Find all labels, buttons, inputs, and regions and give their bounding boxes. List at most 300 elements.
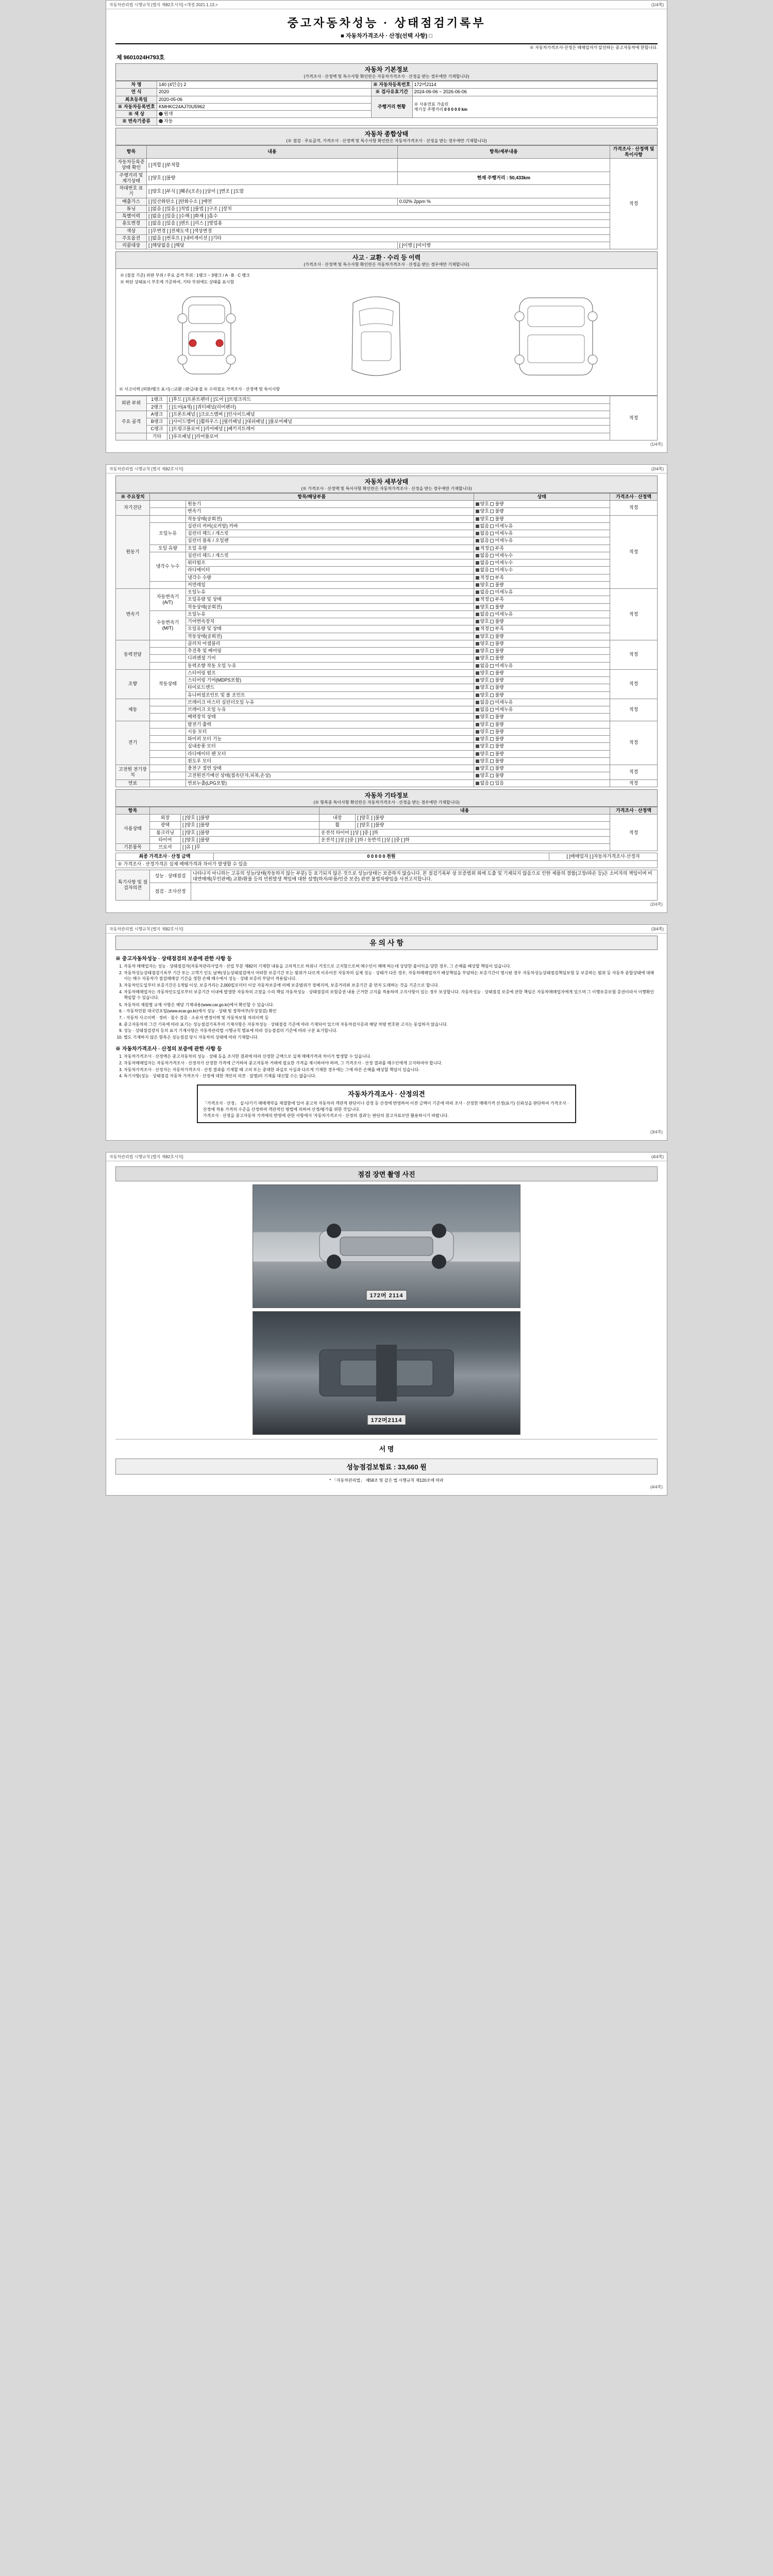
checkbox-icon[interactable] xyxy=(476,686,479,689)
opt-label: 양호 xyxy=(480,728,489,734)
checkbox-icon[interactable] xyxy=(476,767,479,770)
memo-value-0[interactable]: 나타나지 아니하는 고유의 성능/상태(작동하지 않는 부분) 등 표기되지 않은 것으로 성능/상태는 보증하지 않습니다. 본 점검기록부 상 보증범위 외에 도출 및 기재되지 않음으로 인한 제품의 결함(고장/파손 등)은 소비자의 책임이며 비대면매매(무인판매) 교환/환불 등의 민원발생 책임에 대한 설명(하자/부품/인증 보증) 관련 불법차량임을 사전고지합니다. xyxy=(191,870,658,883)
opt-label: 불량 xyxy=(495,714,504,720)
checkbox-icon[interactable] xyxy=(490,568,494,572)
checkbox-icon[interactable] xyxy=(476,774,479,777)
state-1-0[interactable] xyxy=(474,515,610,522)
item-4-2: 타이로드엔드 xyxy=(186,684,474,691)
item-4-3: 유니버셜조인트 및 볼 조인트 xyxy=(186,691,474,699)
checkbox-icon[interactable] xyxy=(490,635,494,638)
state-2-1[interactable] xyxy=(474,596,610,603)
sub-1-9 xyxy=(150,581,186,588)
table-row xyxy=(116,699,658,706)
state-3-0[interactable] xyxy=(474,640,610,647)
table-row xyxy=(116,860,658,868)
table-row xyxy=(116,220,658,227)
state-6-3[interactable] xyxy=(474,743,610,750)
checkbox-icon[interactable] xyxy=(490,744,494,748)
page-number-3: (3/4쪽) xyxy=(651,927,664,932)
checkbox-icon[interactable] xyxy=(490,524,494,528)
table-row xyxy=(116,574,658,581)
state-2-2[interactable] xyxy=(474,603,610,611)
car-top-view xyxy=(343,287,410,385)
checkbox-icon[interactable] xyxy=(490,774,494,777)
opt-label: 적정 xyxy=(480,574,489,580)
inspection-insurance-fee: 성능점검보험료 : 33,660 원 xyxy=(115,1459,658,1475)
item-1-8: 냉각수 수량 xyxy=(186,574,474,581)
checkbox-icon[interactable] xyxy=(490,598,494,601)
state-8-0[interactable] xyxy=(474,779,610,787)
fuel-selected: 가솔린 xyxy=(436,101,449,107)
opt-label: 양호 xyxy=(480,501,489,506)
group-2-ok: 적정 xyxy=(610,589,658,640)
checkbox-icon[interactable] xyxy=(476,524,479,528)
state-3-3[interactable] xyxy=(474,662,610,669)
table-row xyxy=(116,669,658,676)
rank-c-label: C랭크 xyxy=(147,426,167,433)
notice-section-2-title: ※ 자동차가격조사 · 산정의 보증에 관한 사항 등 xyxy=(115,1046,222,1053)
page-4 xyxy=(106,1152,667,1496)
checkbox-icon[interactable] xyxy=(490,752,494,756)
table-row xyxy=(116,567,658,574)
state-6-1[interactable] xyxy=(474,728,610,735)
etc-name2-3[interactable]: 운전석 [ ]상 [ ]중 [ ]하 / 동반석 [ ]상 [ ]중 [ ]하 xyxy=(320,836,610,843)
checkbox-icon[interactable] xyxy=(476,635,479,638)
opt-label: 불량 xyxy=(495,648,504,653)
state-2-4[interactable] xyxy=(474,618,610,625)
total-content-0: [ ]적합 [ ]부적합 xyxy=(147,159,398,172)
section-accident-note: (가격조사 · 산정액 및 특수사항 확인란은 자동차가격조사 · 산정을 받는 경우에만 기재합니다) xyxy=(304,262,469,267)
checkbox-icon[interactable] xyxy=(490,671,494,675)
checkbox-icon[interactable] xyxy=(476,554,479,557)
checkbox-icon[interactable] xyxy=(476,664,479,668)
diagram-note-1: ※ (점검 기준) 외판 부위 / 주요 골격 부위 : 1랭크 ~ 3랭크 / A · B · C 랭크 xyxy=(120,273,250,278)
car-chassis-svg xyxy=(304,1340,469,1406)
sub-6-2 xyxy=(150,736,186,743)
radio-on-icon[interactable] xyxy=(159,119,163,123)
eh-0: 항목 xyxy=(116,807,150,814)
checkbox-icon[interactable] xyxy=(476,693,479,697)
basic-label-0: 차 명 xyxy=(116,81,157,89)
memo-label: 특기사항 및 점검자의견 xyxy=(116,870,150,901)
table-row xyxy=(116,234,658,242)
checkbox-icon[interactable] xyxy=(476,590,479,594)
rank-a-label: A랭크 xyxy=(147,411,167,418)
rank-2-label: 2랭크 xyxy=(147,403,167,411)
table-row xyxy=(116,655,658,662)
opt-label: 미세누유 xyxy=(495,707,513,712)
page-4-footer: (4/4쪽) xyxy=(650,1484,663,1489)
checkbox-icon[interactable] xyxy=(490,730,494,734)
opt-label: 양호 xyxy=(480,743,489,749)
opt-label: 없음 xyxy=(480,560,489,565)
state-3-2[interactable] xyxy=(474,655,610,662)
etc-opt-4[interactable]: [ ]유 [ ]무 xyxy=(181,844,610,851)
final-price-signer[interactable]: [ ]매매업자 [ ]자동차가격조사·산정자 xyxy=(549,853,658,860)
state-3-1[interactable] xyxy=(474,648,610,655)
state-1-2[interactable] xyxy=(474,530,610,537)
checkbox-icon[interactable] xyxy=(490,723,494,726)
opt-label: 양호 xyxy=(480,758,489,764)
page-1-topbar xyxy=(106,1,667,9)
final-price-table xyxy=(115,853,658,868)
opt-label: 불량 xyxy=(495,677,504,683)
state-1-6[interactable] xyxy=(474,560,610,567)
total-content-1: [ ]양호 [ ]불량 xyxy=(147,172,398,185)
checkbox-icon[interactable] xyxy=(476,517,479,521)
etc-name-3: 타이어 xyxy=(150,836,181,843)
state-4-1[interactable] xyxy=(474,677,610,684)
table-row xyxy=(116,829,658,836)
fuel-label: ※ 사용연료 xyxy=(414,101,435,107)
table-row xyxy=(116,870,658,883)
state-0-1[interactable] xyxy=(474,508,610,515)
final-price-note: ※ 가격조사 · 산정가격은 실제 매매가격과 차이가 발생할 수 있음 xyxy=(116,860,658,868)
checkbox-icon[interactable] xyxy=(490,693,494,697)
color-value xyxy=(157,111,372,118)
signature-label[interactable]: 서 명 xyxy=(115,1439,658,1455)
checkbox-icon[interactable] xyxy=(490,627,494,631)
item-3-3: 동력조향 작동 오일 누유 xyxy=(186,662,474,669)
item-1-1: 실린더 커버(로커암) 카바 xyxy=(186,522,474,530)
accident-parts-table xyxy=(115,396,658,440)
total-detail-9: [ ]이행 [ ]미이행 xyxy=(397,242,610,249)
checkbox-icon[interactable] xyxy=(476,583,479,587)
section-detail-header xyxy=(115,476,658,493)
item-2-1: 오일유량 및 상태 xyxy=(186,596,474,603)
opt-label: 없음 xyxy=(480,523,489,529)
etc-opt-2[interactable]: [ ]양호 [ ]불량 xyxy=(181,829,320,836)
checkbox-icon[interactable] xyxy=(476,502,479,506)
sub-8-0 xyxy=(150,779,186,787)
opt-label: 양호 xyxy=(480,640,489,646)
state-2-0[interactable] xyxy=(474,589,610,596)
checkbox-icon[interactable] xyxy=(476,561,479,565)
table-row xyxy=(116,677,658,684)
total-detail-3: 0.02% 2ppm % xyxy=(397,198,610,205)
checkbox-icon[interactable] xyxy=(476,627,479,631)
sub-4-0: 작동상태 xyxy=(150,669,186,699)
checkbox-icon[interactable] xyxy=(490,561,494,565)
item-6-1: 시동 모터 xyxy=(186,728,474,735)
sub-1-1: 오일누유 xyxy=(150,522,186,545)
etc-opt2-1[interactable]: [ ]양호 [ ]불량 xyxy=(356,822,610,829)
item-6-4: 라디에이터 팬 모터 xyxy=(186,750,474,757)
state-6-0[interactable] xyxy=(474,721,610,728)
total-content-6: [ ]없음 [ ]있음 [ ]렌트 [ ]리스 [ ]영업용 xyxy=(147,220,610,227)
checkbox-icon[interactable] xyxy=(490,649,494,653)
checkbox-icon[interactable] xyxy=(490,510,494,513)
checkbox-icon[interactable] xyxy=(476,547,479,550)
opt-label: 없음 xyxy=(480,538,489,544)
checkbox-icon[interactable] xyxy=(490,708,494,711)
state-1-4[interactable] xyxy=(474,545,610,552)
table-row xyxy=(116,765,658,772)
section-basic-info-note: (가격조사 · 산정액 및 특수사항 확인란은 자동차가격조사 · 산정을 받는 경우에만 기재합니다) xyxy=(304,74,469,79)
opt-label: 양호 xyxy=(480,721,489,727)
list-item: 7. - 자동차 사고이력 · 정비 · 침수 검증 · 소유자 변경이력 및 자동차보험 처리이력 등 xyxy=(124,1015,658,1021)
rank-a-parts: [ ]프론트패널 [ ]크로스멤버 [ ]인사이드패널 xyxy=(167,411,610,418)
section-total-state-note: (※ 점검 · 주요골격, 가격조사 · 산정액 및 특수사항 확인란은 자동차가격조사 · 산정을 받는 경우에만 기재합니다) xyxy=(286,138,487,143)
state-2-5[interactable] xyxy=(474,625,610,633)
list-item: 3. 자동차인도일부터 보증기간은 1개월 이상, 보증거리는 2,000킬로미터 이상 자동차보증에 의해 보증범위가 정해지며, 보증거리와 보증기간 중 먼저 도래하는 것을 기준으로 합니다. xyxy=(124,982,658,989)
car-front-view xyxy=(168,287,245,385)
total-ok: 적정 xyxy=(610,159,658,249)
section-etc-title: 자동차 기타정보 xyxy=(364,791,409,799)
checkbox-icon[interactable] xyxy=(476,723,479,726)
list-item: 4. 자동차매매업자는 자동차인도일로부터 보증기간 이내에 발생한 자동차의 고장을 수리 책임 자동차성능 · 상태점검의 보험증권 내용 근거한 고지를 적용하며 고지사항이 있는 경우 보상합니다. 자동차성능 · 상태점검 보증에 관한 책임은 자동차매매업자에게 있으며 그 이행보증보험 증권이라서 이행확인 책임할 수 있습니다. xyxy=(124,989,658,1001)
opt-label: 미세누유 xyxy=(495,531,513,536)
list-item: 8. 중고자동차의 그간 기록에 따라 표기는 성능점검기록부의 기재사항은 자동차성능 · 상태점검 기준에 따라 기재되어 있으며 자동차검사증과 해당 차량 번호판 고지는 동일하지 않습니다. xyxy=(124,1022,658,1028)
etc-opt-0[interactable]: [ ]양호 [ ]불량 xyxy=(181,815,320,822)
checkbox-icon[interactable] xyxy=(490,759,494,763)
rank-etc-label: 기타 xyxy=(147,433,167,440)
eh-2: 내용 xyxy=(320,807,610,814)
total-content-4: [ ]없음 [ ]있음 [ ]적법 [ ]불법 [ ]구조 [ ]장치 xyxy=(147,205,610,212)
checkbox-icon[interactable] xyxy=(476,576,479,580)
checkbox-icon[interactable] xyxy=(476,701,479,704)
table-row xyxy=(116,418,658,426)
state-0-0[interactable] xyxy=(474,501,610,508)
form-reference-3: 자동차관리법 시행규칙 [별지 제82호서식] xyxy=(109,927,183,932)
rank-b-parts: [ ]사이드멤버 [ ]휠하우스 [ ]필러패널 [ ]대쉬패널 [ ]플로어패널 xyxy=(167,418,610,426)
checkbox-icon[interactable] xyxy=(476,642,479,646)
state-4-2[interactable] xyxy=(474,684,610,691)
group-3-name: 동력전달 xyxy=(116,640,150,669)
checkbox-icon[interactable] xyxy=(476,715,479,719)
table-row xyxy=(116,172,658,185)
item-7-1: 고전원전기배선 상태(접속단자,피복,손상) xyxy=(186,772,474,779)
item-3-0: 클러치 어셈블리 xyxy=(186,640,474,647)
accident-ok: 적정 xyxy=(610,396,658,440)
etc-opt-1[interactable]: [ ]양호 [ ]불량 xyxy=(181,822,320,829)
total-name-4: 튜닝 xyxy=(116,205,147,212)
table-row xyxy=(116,530,658,537)
checkbox-icon[interactable] xyxy=(476,605,479,609)
state-6-2[interactable] xyxy=(474,736,610,743)
state-6-4[interactable] xyxy=(474,750,610,757)
item-3-1: 추진축 및 베어링 xyxy=(186,648,474,655)
checkbox-icon[interactable] xyxy=(476,679,479,682)
opt-label: 양호 xyxy=(480,582,489,587)
list-item: 9. 성능 · 상태점검장치 등의 표기 기재사항은 자동차관리법 시행규칙 별표에 따라 성능점검의 기준에 따라 구분 표기합니다. xyxy=(124,1028,658,1034)
etc-key-0: 사용상태 xyxy=(116,815,150,844)
checkbox-icon[interactable] xyxy=(490,656,494,660)
state-5-0[interactable] xyxy=(474,699,610,706)
sub-0-0 xyxy=(150,501,186,508)
checkbox-icon[interactable] xyxy=(476,656,479,660)
diagram-legend: ※ 사고이력 (외판/랭크 표시) □교환 □판금/용접 ※ 수리필요 가격조사 · 산정액 및 특이사항 xyxy=(119,387,280,392)
basic-label2-1: ※ 검사유효기간 xyxy=(371,89,412,96)
sub-0-1 xyxy=(150,508,186,515)
checkbox-icon[interactable] xyxy=(490,715,494,719)
eh-1 xyxy=(150,807,320,814)
opt-label: 불량 xyxy=(495,509,504,514)
checkbox-icon[interactable] xyxy=(476,568,479,572)
etc-key-4: 기본품목 xyxy=(116,844,150,851)
total-name-3: 배출가스 xyxy=(116,198,147,205)
checkbox-icon[interactable] xyxy=(490,737,494,741)
checkbox-icon[interactable] xyxy=(476,744,479,748)
section-detail-title: 자동차 세부상태 xyxy=(364,478,409,485)
opt-label: 불량 xyxy=(495,728,504,734)
opt-label: 있음 xyxy=(495,780,504,786)
page-2-topbar xyxy=(106,465,667,473)
state-1-5[interactable] xyxy=(474,552,610,559)
page-number: (1/4쪽) xyxy=(651,3,664,7)
etc-name-0: 외장 xyxy=(150,815,181,822)
sub-5-1 xyxy=(150,706,186,714)
list-item: 2. 자동차매매업자는 자동차가격조사 · 산정자가 산정한 가격에 근거하여 중고자동차 거래에 필요한 가격을 제시하여야 하며, 그 가격조사 · 산정 결과를 매수인에게 고지하여야 합니다. xyxy=(124,1060,658,1066)
item-2-5: 오일유량 및 상태 xyxy=(186,625,474,633)
group-6-name: 전기 xyxy=(116,721,150,765)
total-name-6: 용도변경 xyxy=(116,220,147,227)
state-2-6[interactable] xyxy=(474,633,610,640)
checkbox-icon[interactable] xyxy=(476,782,479,785)
checkbox-icon[interactable] xyxy=(490,517,494,521)
table-row xyxy=(116,706,658,714)
checkbox-icon[interactable] xyxy=(490,701,494,704)
table-row xyxy=(116,213,658,220)
state-1-7[interactable] xyxy=(474,567,610,574)
checkbox-icon[interactable] xyxy=(490,576,494,580)
group-8-ok: 적정 xyxy=(610,779,658,787)
table-row xyxy=(116,581,658,588)
table-row xyxy=(116,883,658,901)
photo-plate-1: 172머 2114 xyxy=(366,1290,407,1300)
checkbox-icon[interactable] xyxy=(476,730,479,734)
table-row xyxy=(116,396,658,403)
checkbox-icon[interactable] xyxy=(490,620,494,623)
table-row xyxy=(116,89,658,96)
checkbox-icon[interactable] xyxy=(490,642,494,646)
checkbox-icon[interactable] xyxy=(476,759,479,763)
checkbox-icon[interactable] xyxy=(476,532,479,535)
checkbox-icon[interactable] xyxy=(490,782,494,785)
table-row xyxy=(116,552,658,559)
item-1-3: 실린더 블록 / 오일팬 xyxy=(186,537,474,545)
opt-label: 양호 xyxy=(480,685,489,690)
checkbox-icon[interactable] xyxy=(490,554,494,557)
sub-1-4: 오일 유량 xyxy=(150,545,186,552)
table-row xyxy=(116,198,658,205)
checkbox-icon[interactable] xyxy=(476,649,479,653)
sub-2-3: 수동변속기 (M/T) xyxy=(150,611,186,640)
table-row xyxy=(116,648,658,655)
sub-2-0: 자동변속기 (A/T) xyxy=(150,589,186,611)
checkbox-icon[interactable] xyxy=(490,613,494,616)
group-4-name: 조향 xyxy=(116,669,150,699)
sub-5-0 xyxy=(150,699,186,706)
state-1-9[interactable] xyxy=(474,581,610,588)
th-2: 항목/세부내용 xyxy=(397,145,610,159)
opt-label: 양호 xyxy=(480,714,489,720)
notice-body xyxy=(106,934,667,1123)
color-selected: 원색 xyxy=(164,111,173,116)
etc-name2-2[interactable]: 운전석 타이어 [ ]상 [ ]중 [ ]하 xyxy=(320,829,610,836)
state-5-1[interactable] xyxy=(474,706,610,714)
checkbox-icon[interactable] xyxy=(490,532,494,535)
state-4-0[interactable] xyxy=(474,669,610,676)
dh-1: 항목/해당부품 xyxy=(150,493,474,500)
opt-label: 불량 xyxy=(495,721,504,727)
table-row xyxy=(116,205,658,212)
checkbox-icon[interactable] xyxy=(476,598,479,601)
rank-1-label: 1랭크 xyxy=(147,396,167,403)
table-row xyxy=(116,684,658,691)
final-price-label: 최종 가격조사 · 산정 금액 xyxy=(116,853,214,860)
checkbox-icon[interactable] xyxy=(476,671,479,675)
section-basic-info-header xyxy=(115,63,658,81)
checkbox-icon[interactable] xyxy=(490,679,494,682)
table-row xyxy=(116,589,658,596)
checkbox-icon[interactable] xyxy=(490,686,494,689)
opt-label: 없음 xyxy=(480,707,489,712)
etc-name-2: 룸크리닝 xyxy=(150,829,181,836)
table-row xyxy=(116,508,658,515)
checkbox-icon[interactable] xyxy=(490,605,494,609)
state-1-1[interactable] xyxy=(474,522,610,530)
checkbox-icon[interactable] xyxy=(490,547,494,550)
notice-section-1-title: ※ 중고자동차성능 · 상태점검의 보증에 관한 사항 등 xyxy=(115,956,232,962)
opt-label: 미세누수 xyxy=(495,552,513,558)
mileage-status-label: 주행거리 현황 xyxy=(371,96,412,118)
state-7-0[interactable] xyxy=(474,765,610,772)
etc-opt2-0[interactable]: [ ]양호 [ ]불량 xyxy=(356,815,610,822)
checkbox-icon[interactable] xyxy=(476,510,479,513)
checkbox-icon[interactable] xyxy=(476,539,479,543)
sub-1-0 xyxy=(150,515,186,522)
opt-label: 불량 xyxy=(495,751,504,756)
opt-label: 없음 xyxy=(480,611,489,617)
state-6-5[interactable] xyxy=(474,757,610,765)
state-5-2[interactable] xyxy=(474,714,610,721)
checkbox-icon[interactable] xyxy=(490,664,494,668)
etc-opt-3[interactable]: [ ]양호 [ ]불량 xyxy=(181,836,320,843)
checkbox-icon[interactable] xyxy=(490,539,494,543)
checkbox-icon[interactable] xyxy=(476,620,479,623)
item-0-1: 변속기 xyxy=(186,508,474,515)
state-1-8[interactable] xyxy=(474,574,610,581)
checkbox-icon[interactable] xyxy=(476,613,479,616)
checkbox-icon[interactable] xyxy=(490,767,494,770)
opt-label: 양호 xyxy=(480,773,489,778)
opt-label: 불량 xyxy=(495,516,504,521)
checkbox-icon[interactable] xyxy=(490,583,494,587)
th-1: 내용 xyxy=(147,145,398,159)
state-7-1[interactable] xyxy=(474,772,610,779)
state-1-3[interactable] xyxy=(474,537,610,545)
checkbox-icon[interactable] xyxy=(490,502,494,506)
etc-ok: 적정 xyxy=(610,815,658,851)
checkbox-icon[interactable] xyxy=(476,752,479,756)
checkbox-icon[interactable] xyxy=(476,708,479,711)
memo-value-1[interactable] xyxy=(191,883,658,901)
checkbox-icon[interactable] xyxy=(476,737,479,741)
list-item: 6. - 자동차민원 대국민포털(www.ecar.go.kr)에서 성능 · 상태 및 장착여부(무상점검) 확인 xyxy=(124,1008,658,1014)
photo-section-title: 점검 장면 촬영 사진 xyxy=(115,1166,658,1181)
etc-name2-0: 내장 xyxy=(320,815,356,822)
page-number-4: (4/4쪽) xyxy=(651,1154,664,1159)
state-2-3[interactable] xyxy=(474,611,610,618)
table-row xyxy=(116,242,658,249)
opt-label: 불량 xyxy=(495,736,504,741)
opt-label: 불량 xyxy=(495,685,504,690)
checkbox-icon[interactable] xyxy=(490,590,494,594)
radio-on-icon[interactable] xyxy=(159,112,163,116)
page-4-topbar xyxy=(106,1153,667,1161)
state-4-3[interactable] xyxy=(474,691,610,699)
